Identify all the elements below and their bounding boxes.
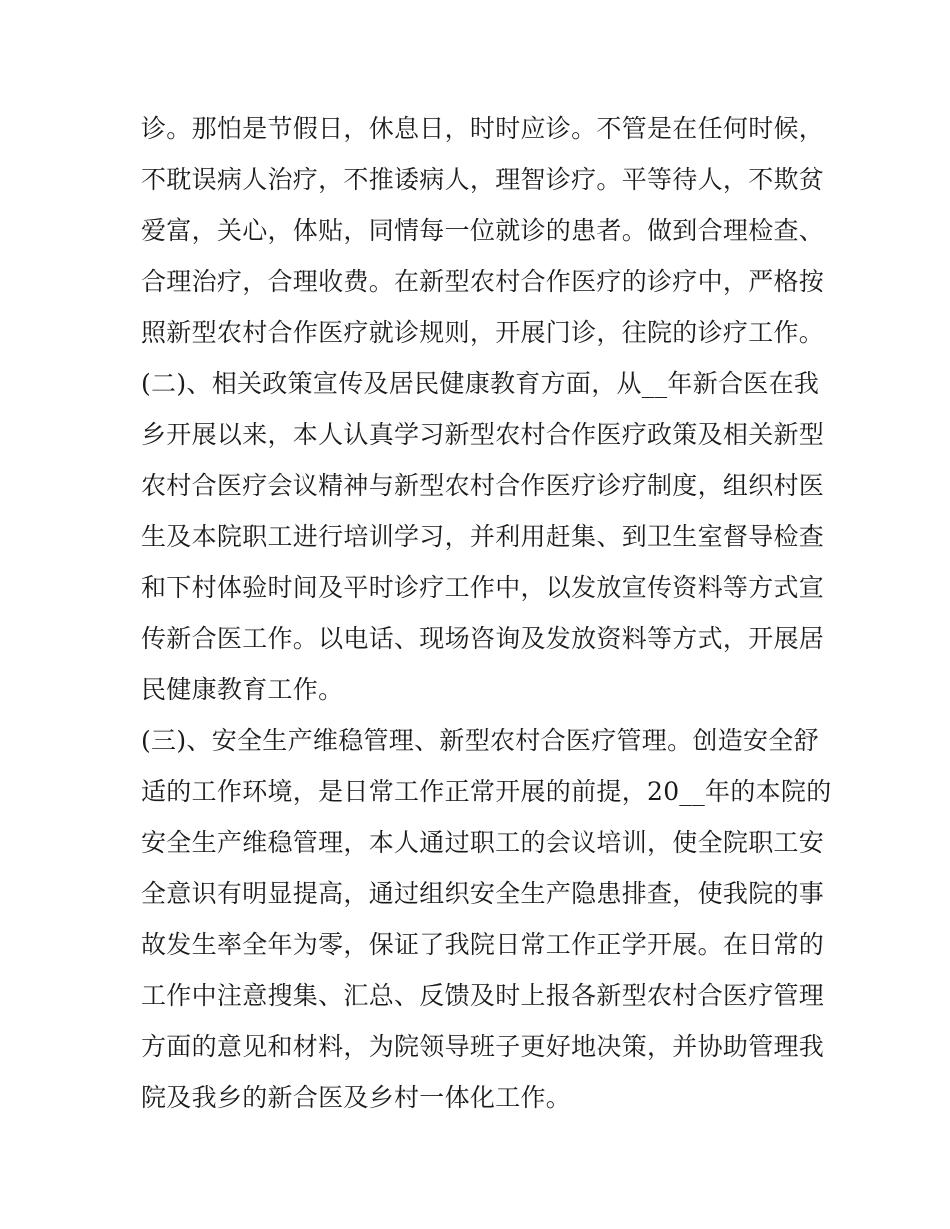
text-line: 适的工作环境，是日常工作正常开展的前提，20__年的本院的 — [141, 777, 832, 806]
text-line: 传新合医工作。以电话、现场咨询及发放资料等方式，开展居 — [141, 624, 825, 653]
text-line: 工作中注意搜集、汇总、反馈及时上报各新型农村合医疗管理 — [141, 981, 825, 1010]
text-line: 方面的意见和材料，为院领导班子更好地决策，并协助管理我 — [141, 1032, 825, 1061]
text-line: 合理治疗，合理收费。在新型农村合作医疗的诊疗中，严格按 — [141, 267, 825, 296]
text-line: 院及我乡的新合医及乡村一体化工作。 — [141, 1083, 572, 1112]
text-line: 全意识有明显提高，通过组织安全生产隐患排查，使我院的事 — [141, 879, 825, 908]
text-line: 和下村体验时间及平时诊疗工作中，以发放宣传资料等方式宣 — [141, 573, 825, 602]
text-line: 诊。那怕是节假日，休息日，时时应诊。不管是在任何时候， — [141, 114, 825, 143]
text-line: (二)、相关政策宣传及居民健康教育方面，从__年新合医在我 — [141, 369, 820, 398]
text-line: (三)、安全生产维稳管理、新型农村合医疗管理。创造安全舒 — [141, 726, 819, 755]
text-line: 乡开展以来，本人认真学习新型农村合作医疗政策及相关新型 — [141, 420, 825, 449]
text-line: 民健康教育工作。 — [141, 675, 344, 704]
text-line: 安全生产维稳管理，本人通过职工的会议培训，使全院职工安 — [141, 828, 825, 857]
text-line: 农村合医疗会议精神与新型农村合作医疗诊疗制度，组织村医 — [141, 471, 825, 500]
text-line: 不耽误病人治疗，不推诿病人，理智诊疗。平等待人，不欺贫 — [141, 165, 825, 194]
text-line: 故发生率全年为零，保证了我院日常工作正学开展。在日常的 — [141, 930, 825, 959]
text-line: 生及本院职工进行培训学习，并利用赶集、到卫生室督导检查 — [141, 522, 825, 551]
text-line: 照新型农村合作医疗就诊规则，开展门诊，往院的诊疗工作。 — [141, 318, 825, 347]
text-line: 爱富，关心，体贴，同情每一位就诊的患者。做到合理检查、 — [141, 216, 825, 245]
